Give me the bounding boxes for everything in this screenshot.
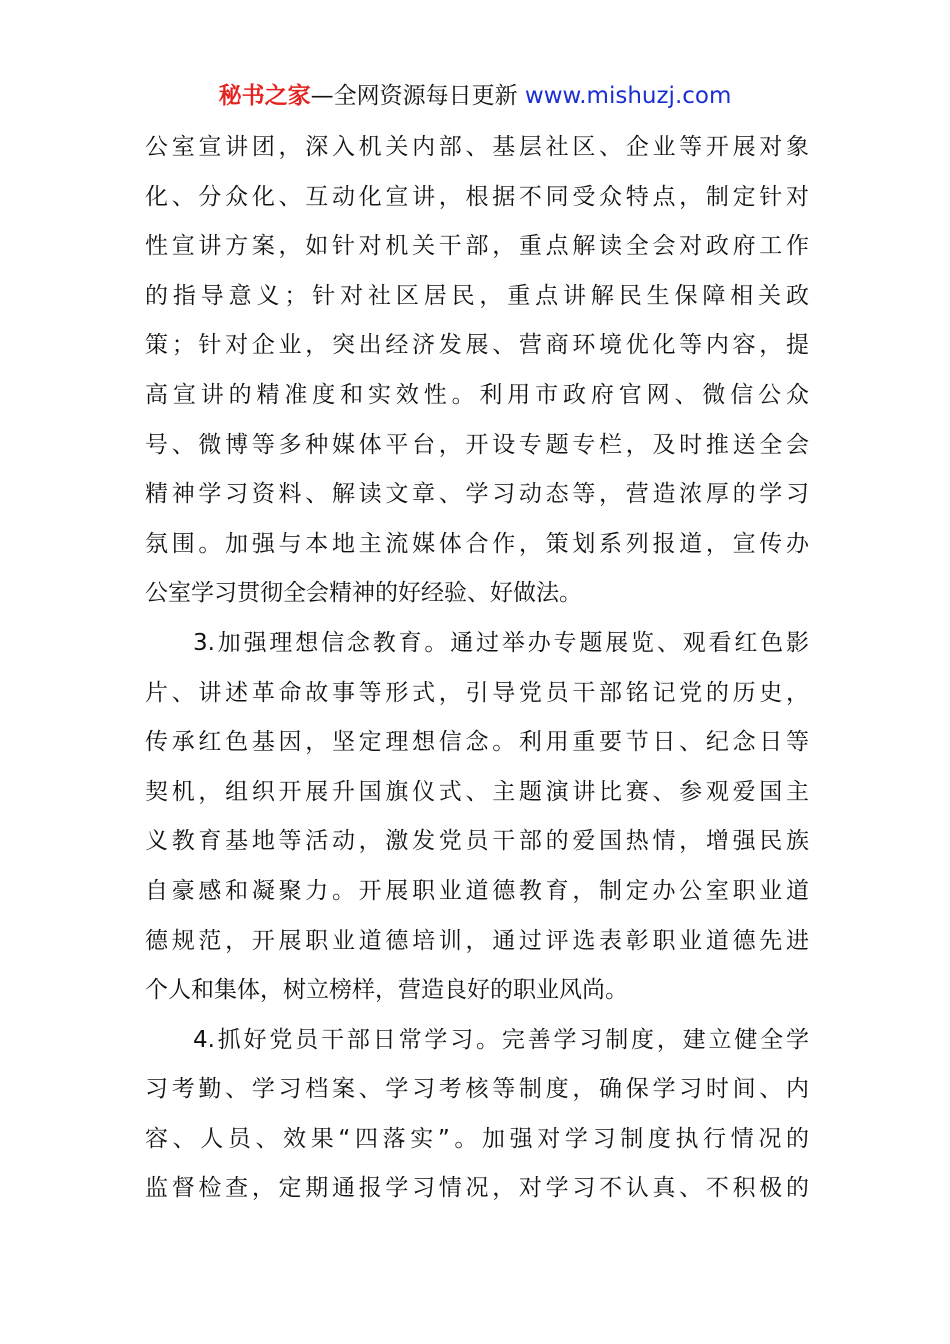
text-line: 片、讲述革命故事等形式，引导党员干部铭记党的历史， bbox=[145, 679, 809, 706]
text-line: 监督检查，定期通报学习情况，对学习不认真、不积极的 bbox=[145, 1175, 809, 1202]
paragraph-heading-4: 4.抓好党员干部日常学习。完善学习制度，建立健全学 bbox=[193, 1026, 809, 1053]
text-line: 自豪感和凝聚力。开展职业道德教育，制定办公室职业道 bbox=[145, 877, 809, 904]
text-line: 传承红色基因，坚定理想信念。利用重要节日、纪念日等 bbox=[145, 729, 809, 756]
text-line: 习考勤、学习档案、学习考核等制度，确保学习时间、内 bbox=[145, 1076, 809, 1103]
site-tagline: —全网资源每日更新 bbox=[310, 83, 525, 109]
text-line: 性宣讲方案，如针对机关干部，重点解读全会对政府工作 bbox=[145, 233, 809, 260]
text-line: 公室宣讲团，深入机关内部、基层社区、企业等开展对象 bbox=[145, 134, 809, 160]
site-brand: 秘书之家 bbox=[218, 83, 311, 109]
text-line: 契机，组织开展升国旗仪式、主题演讲比赛、参观爱国主 bbox=[145, 778, 809, 805]
text-line: 氛围。加强与本地主流媒体合作，策划系列报道，宣传办 bbox=[145, 530, 809, 557]
text-line: 策；针对企业，突出经济发展、营商环境优化等内容，提 bbox=[145, 332, 809, 359]
text-line: 号、微博等多种媒体平台，开设专题专栏，及时推送全会 bbox=[145, 431, 809, 458]
text-line: 高宣讲的精准度和实效性。利用市政府官网、微信公众 bbox=[145, 381, 809, 408]
text-line: 义教育基地等活动，激发党员干部的爱国热情，增强民族 bbox=[145, 828, 809, 855]
text-line: 个人和集体，树立榜样，营造良好的职业风尚。 bbox=[145, 977, 628, 1004]
site-url-link[interactable]: www.mishuzj.com bbox=[524, 83, 732, 109]
page-header bbox=[0, 80, 950, 112]
document-body bbox=[145, 123, 809, 1214]
text-line: 精神学习资料、解读文章、学习动态等，营造浓厚的学习 bbox=[145, 481, 809, 508]
text-line: 德规范，开展职业道德培训，通过评选表彰职业道德先进 bbox=[145, 927, 809, 954]
text-line: 公室学习贯彻全会精神的好经验、好做法。 bbox=[145, 580, 582, 607]
text-line: 化、分众化、互动化宣讲，根据不同受众特点，制定针对 bbox=[145, 183, 809, 210]
paragraph-heading-3: 3.加强理想信念教育。通过举办专题展览、观看红色影 bbox=[193, 629, 809, 656]
text-line: 容、人员、效果“四落实”。加强对学习制度执行情况的 bbox=[145, 1125, 809, 1152]
text-line: 的指导意义；针对社区居民，重点讲解民生保障相关政 bbox=[145, 282, 809, 309]
